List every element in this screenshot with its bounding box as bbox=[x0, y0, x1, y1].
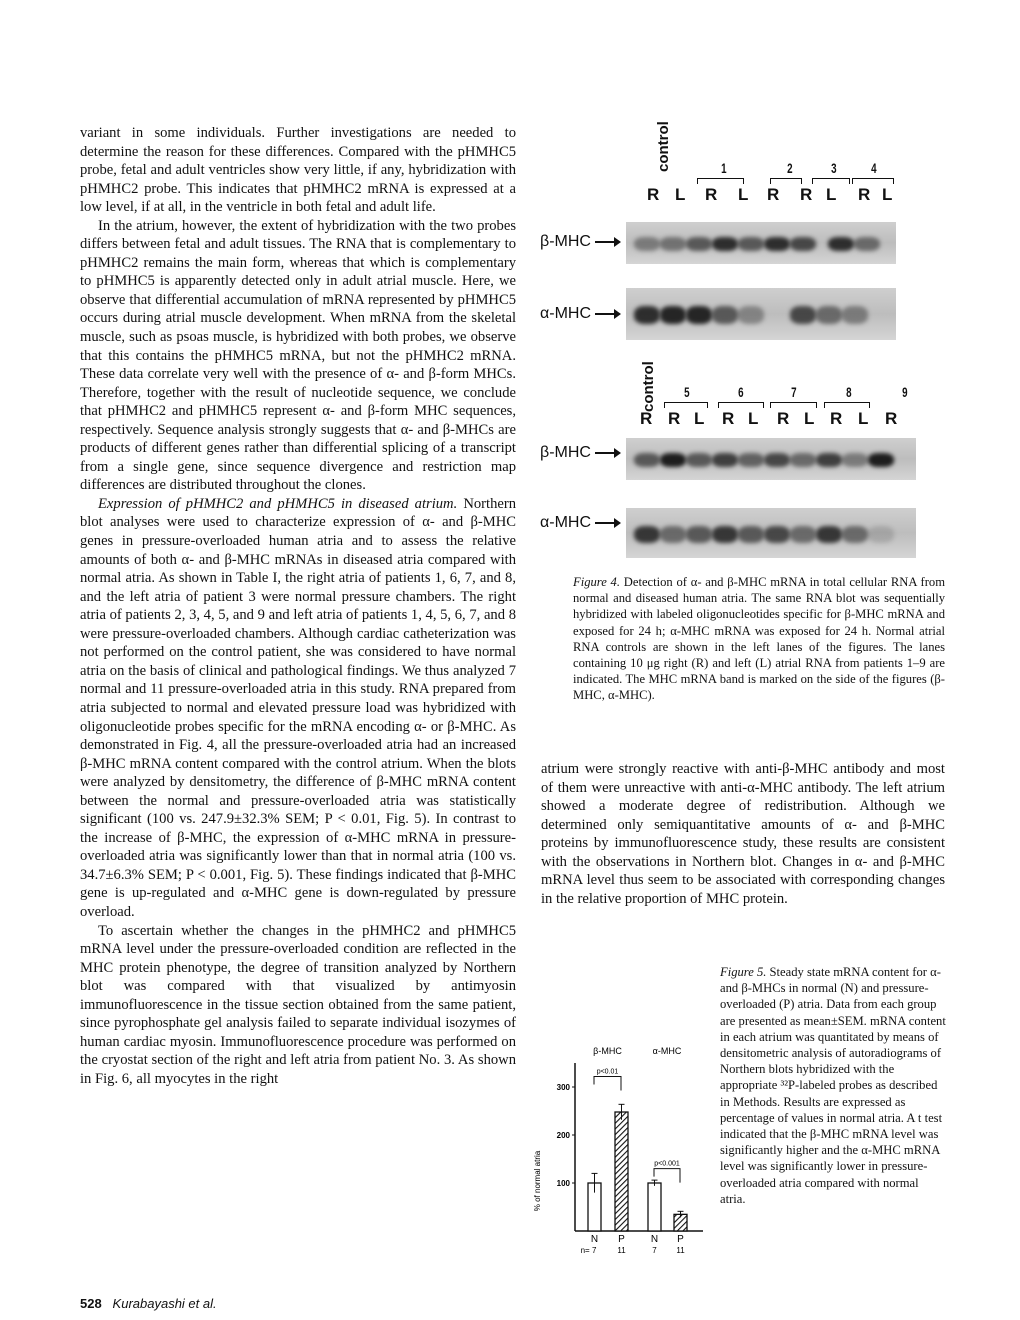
lane-label: L bbox=[882, 185, 893, 204]
rna-band bbox=[790, 306, 816, 324]
group-label: β-MHC bbox=[593, 1046, 622, 1056]
page-footer bbox=[80, 1296, 217, 1311]
lane-label: R bbox=[777, 409, 790, 428]
rna-band bbox=[634, 453, 660, 467]
caption-text: Steady state mRNA content for α- and β-MHCs in normal (N) and pressure-overloaded (P) atria. Data from each group are presented as mean±SEM. mRNA content in each atrium was quantitated by means of densitometric analysis of autoradiograms of Northern blots hybridized with the appropriate ³²P-labeled probes as described in Methods. Results are expressed as percentage of values in normal atria. A t test indicated that the β-MHC mRNA level was significantly higher and the α-MHC mRNA level was significantly lower in pressure-overloaded atria compared with normal atria. bbox=[720, 965, 946, 1206]
rna-band bbox=[764, 237, 790, 251]
significance-label: p<0.01 bbox=[596, 1068, 619, 1076]
rna-band bbox=[764, 526, 790, 543]
significance-label: p<0.001 bbox=[654, 1160, 680, 1168]
lane-label: L bbox=[804, 409, 815, 428]
lane-label: R bbox=[885, 409, 898, 428]
rna-band bbox=[634, 306, 660, 324]
lane-label: R bbox=[858, 185, 871, 204]
lane-label: R bbox=[640, 409, 653, 428]
rna-band bbox=[634, 526, 660, 543]
paragraph-with-heading bbox=[80, 495, 516, 922]
lane-label: R bbox=[722, 409, 735, 428]
alpha-mhc-label bbox=[540, 514, 619, 532]
significance-bracket bbox=[594, 1076, 621, 1090]
control-label: control bbox=[640, 361, 657, 412]
running-authors: Kurabayashi et al. bbox=[112, 1296, 217, 1311]
lane-bracket bbox=[852, 178, 894, 184]
n-label: n= 7 bbox=[580, 1246, 597, 1255]
rna-band bbox=[816, 306, 842, 324]
lane-bracket bbox=[664, 402, 708, 408]
patient-number: 2 bbox=[787, 160, 793, 176]
lane-label: L bbox=[826, 185, 837, 204]
rna-band bbox=[842, 453, 868, 467]
lane-label: R bbox=[767, 185, 780, 204]
rna-band bbox=[686, 453, 712, 467]
lane-bracket bbox=[770, 178, 802, 184]
rna-band bbox=[660, 237, 686, 251]
right-column bbox=[541, 760, 945, 908]
lane-label: L bbox=[858, 409, 869, 428]
beta-mhc-label bbox=[540, 444, 619, 462]
category-label: N bbox=[590, 1234, 599, 1245]
n-label: 11 bbox=[676, 1246, 685, 1255]
beta-mhc-text: β-MHC bbox=[540, 233, 591, 250]
rna-band bbox=[634, 237, 660, 251]
rna-band bbox=[660, 526, 686, 543]
patient-number: 6 bbox=[738, 384, 744, 400]
paragraph: variant in some individuals. Further investigations are needed to determine the reason for these differences. Compared with the pHMHC5 probe, fetal and adult ventricles show very little, if any, hybridization with pHMHC2 probe. This indicates that pHMHC2 mRNA is expressed at a low level, if at all, in the ventricle in both fetal and adult life. bbox=[80, 125, 516, 216]
section-heading: Expression of pHMHC2 and pHMHC5 in diseased atrium. bbox=[98, 495, 458, 512]
n-label: 11 bbox=[617, 1246, 626, 1255]
lane-label: R bbox=[647, 185, 660, 204]
y-axis-label: % of normal atria bbox=[533, 1150, 542, 1212]
lane-bracket bbox=[718, 402, 764, 408]
rna-band bbox=[660, 453, 686, 467]
lane-bracket bbox=[770, 402, 817, 408]
arrow-icon bbox=[595, 522, 619, 524]
y-tick-label: 200 bbox=[556, 1131, 570, 1140]
alpha-mhc-label bbox=[540, 305, 619, 323]
lane-bracket bbox=[697, 178, 744, 184]
rna-band bbox=[790, 453, 816, 467]
figure-5-chart bbox=[528, 1040, 718, 1265]
lane-label: L bbox=[675, 185, 686, 204]
rna-band bbox=[738, 306, 764, 324]
rna-band bbox=[686, 237, 712, 251]
lane-label: L bbox=[694, 409, 705, 428]
bar bbox=[648, 1183, 661, 1231]
rna-band bbox=[764, 453, 790, 467]
patient-number: 7 bbox=[791, 384, 797, 400]
northern-blot-alpha-bottom bbox=[626, 508, 916, 558]
patient-number: 8 bbox=[846, 384, 852, 400]
rna-band bbox=[828, 237, 854, 251]
paragraph: In the atrium, however, the extent of hybridization with the two probes differs between fetal and adult tissues. The RNA that is complementary to pHMHC2 remains the main form, whereas that which is complementary to pHMHC5 is apparently detected only in adult atrial muscle. Here, we observe that differential accumulation of mRNA represented by pHMHC5 occurs during atrial muscle development. When mRNA from the skeletal muscle, such as psoas muscle, is hybridized with both probes, we observe that this contains the pHMHC5 mRNA, but not the pHMHC2 mRNA. These data correlate very well with the presence of α- and β-form MHCs. Therefore, together with the result of nucleotide sequence, we conclude that pHMHC2 and pHMHC5 represent α- and β-form MHC sequences, respectively. Sequence analysis strongly suggests that α- and β-MHCs are products of different genes rather than differential splicing of a transcript from a single gene, since sequence divergence and restriction map differences are distributed throughout the clones. bbox=[80, 217, 516, 494]
rna-band bbox=[738, 453, 764, 467]
northern-blot-beta-bottom bbox=[626, 438, 916, 480]
rna-band bbox=[868, 453, 894, 467]
y-tick-label: 300 bbox=[556, 1083, 570, 1092]
caption-text: Detection of α- and β-MHC mRNA in total cellular RNA from normal and diseased human atria. The same RNA blot was sequentially hybridized with labeled oligonucleotides specific for β-MHC mRNA and exposed for 24 h; α-MHC mRNA was exposed for 24 h. Normal atrial RNA controls are shown in the left lanes of the figures. The lanes containing 10 μg right (R) and left (L) atrial RNA from patients 1–9 are indicated. The MHC mRNA band is marked on the side of the figures (β-MHC, α-MHC). bbox=[573, 575, 945, 703]
lane-label: R bbox=[800, 185, 813, 204]
y-tick-label: 100 bbox=[556, 1179, 570, 1188]
category-label: P bbox=[618, 1234, 625, 1245]
rna-band bbox=[816, 526, 842, 543]
category-label: N bbox=[650, 1234, 659, 1245]
figure-5-caption bbox=[720, 964, 946, 1207]
caption-label: Figure 5. bbox=[720, 965, 767, 979]
arrow-icon bbox=[595, 313, 619, 315]
patient-number: 4 bbox=[871, 160, 877, 176]
arrow-icon bbox=[595, 452, 619, 454]
northern-blot-alpha-top bbox=[626, 288, 896, 340]
beta-mhc-text: β-MHC bbox=[540, 444, 591, 461]
patient-number: 5 bbox=[684, 384, 690, 400]
rna-band bbox=[738, 526, 764, 543]
lane-bracket bbox=[812, 178, 850, 184]
patient-number: 3 bbox=[831, 160, 837, 176]
paragraph: Northern blot analyses were used to characterize expression of α- and β-MHC genes in pressure-overloaded human atria and to assess the relative amounts of both α- and β-MHC mRNAs in diseased atria compared with normal atria. As shown in Table I, the right atria of patients 1, 6, 7, and 8, and the left atria of patient 3 were normal pressure chambers. The right atria of patients 2, 3, 4, 5, and 9 and left atria of patients 1, 4, 5, 6, 7, and 8 were pressure-overloaded chambers. Although cardiac catheterization was not performed on the control patient, she was considered to have normal atria on the basis of clinical and pathological findings. We thus analyzed 7 normal and 11 pressure-overloaded atria in this study. RNA prepared from atria subjected to normal and elevated pressure load was hybridized with oligonucleotide probes specific for the mRNA encoding α- or β-MHC. As demonstrated in Fig. 4, all the pressure-overloaded atria had an increased β-MHC mRNA content compared with the control atrium. When the blots were analyzed by densitometry, the difference of β-MHC mRNA content between the normal and pressure-overloaded atria was statistically significant (100 vs. 247.9±32.3% SEM; P < 0.01, Fig. 5). In contrast to the increase of β-MHC, the expression of α-MHC mRNA in pressure-overloaded atria was significantly lower than that in normal atria (100 vs. 34.7±6.3% SEM; P < 0.001, Fig. 5). These findings indicated that β-MHC gene is up-regulated and α-MHC gene is down-regulated by pressure overload. bbox=[80, 495, 516, 920]
lane-label: L bbox=[738, 185, 749, 204]
rna-band bbox=[686, 306, 712, 324]
control-label: control bbox=[655, 121, 672, 172]
rna-band bbox=[816, 453, 842, 467]
lane-label: R bbox=[830, 409, 843, 428]
rna-band bbox=[712, 237, 738, 251]
rna-band bbox=[842, 526, 868, 543]
rna-band bbox=[660, 306, 686, 324]
paragraph: To ascertain whether the changes in the pHMHC2 and pHMHC5 mRNA level under the pressure-overloaded condition are reflected in the MHC protein phenotype, the degree of transition analyzed by Northern blot was compared with that visualized by antimyosin immunofluorescence in the tissue section obtained from the same patient, since pyrophosphate gel analysis failed to separate individual isozymes of human cardiac myosin. Immunofluorescence procedure was performed on the cryostat section of the right and left atria from patient No. 3. As shown in Fig. 6, all myocytes in the right bbox=[80, 922, 516, 1087]
rna-band bbox=[712, 453, 738, 467]
category-label: P bbox=[677, 1234, 684, 1245]
group-label: α-MHC bbox=[652, 1046, 682, 1056]
northern-blot-beta-top bbox=[626, 222, 896, 264]
paragraph: atrium were strongly reactive with anti-β-MHC antibody and most of them were unreactive with anti-α-MHC antibody. The left atrium showed a moderate degree of redistribution. Although we determined only semiquantitative amounts of α- and β-MHC proteins by immunofluorescence study, these results are consistent with the observations in Northern blot. Changes in α- and β-MHC mRNA level thus seem to be associated with corresponding changes in the relative proportion of MHC protein. bbox=[541, 761, 945, 907]
figure-4-caption bbox=[573, 574, 945, 704]
lane-label: R bbox=[668, 409, 681, 428]
arrow-icon bbox=[595, 241, 619, 243]
patient-number: 9 bbox=[902, 384, 908, 400]
alpha-mhc-text: α-MHC bbox=[540, 305, 592, 322]
rna-band bbox=[738, 237, 764, 251]
lane-bracket bbox=[824, 402, 870, 408]
rna-band bbox=[790, 237, 816, 251]
left-column bbox=[80, 124, 516, 1088]
page-number: 528 bbox=[80, 1296, 102, 1311]
rna-band bbox=[712, 306, 738, 324]
alpha-mhc-text: α-MHC bbox=[540, 514, 592, 531]
rna-band bbox=[686, 526, 712, 543]
lane-label: L bbox=[748, 409, 759, 428]
rna-band bbox=[712, 526, 738, 543]
rna-band bbox=[854, 237, 880, 251]
rna-band bbox=[868, 526, 894, 543]
rna-band bbox=[790, 526, 816, 543]
bar bbox=[615, 1112, 628, 1231]
beta-mhc-label bbox=[540, 233, 619, 251]
lane-label: R bbox=[705, 185, 718, 204]
caption-label: Figure 4. bbox=[573, 575, 621, 589]
significance-bracket bbox=[654, 1169, 680, 1183]
n-label: 7 bbox=[652, 1246, 657, 1255]
patient-number: 1 bbox=[721, 160, 727, 176]
rna-band bbox=[842, 306, 868, 324]
